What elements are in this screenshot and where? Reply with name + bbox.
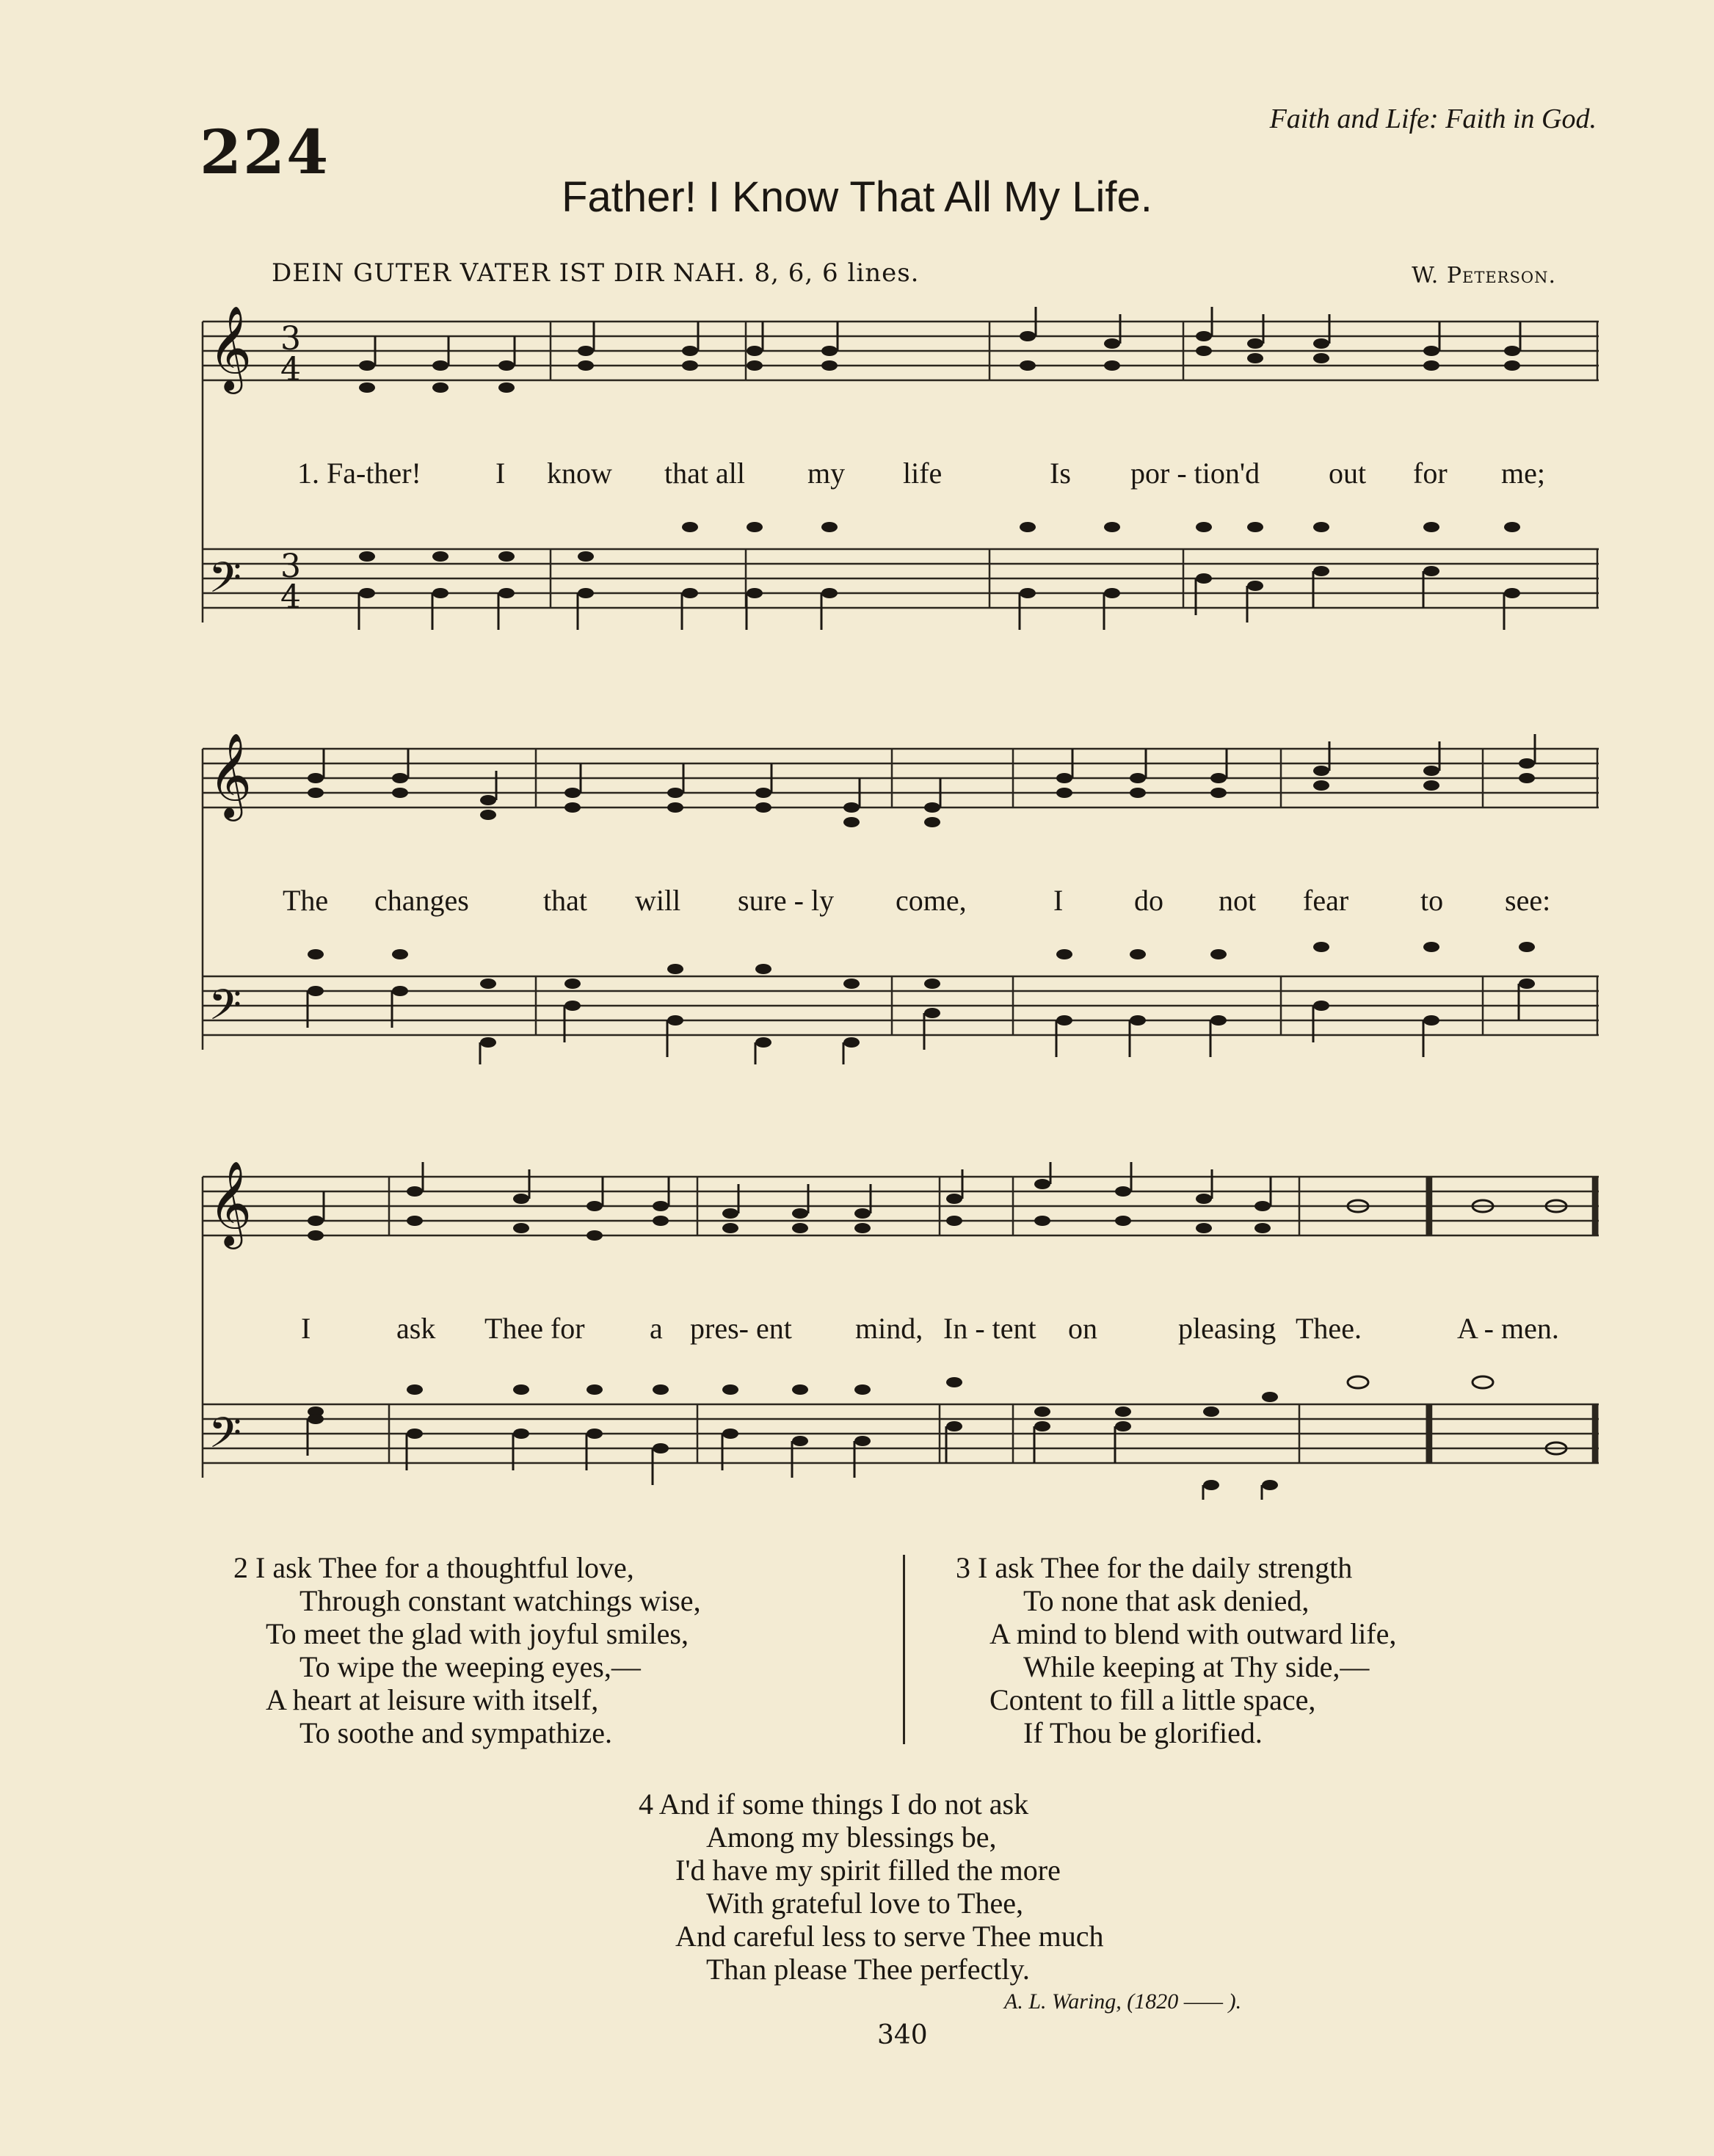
verse-4 (639, 1787, 1104, 1986)
verse-line: To meet the glad with joyful smiles, (266, 1617, 689, 1650)
lyric-syllable: not (1219, 884, 1257, 917)
lyrics-2 (283, 884, 1550, 917)
lyric-syllable: know (547, 457, 612, 490)
lyric-syllable: out (1329, 457, 1367, 490)
lyric-syllable: I (495, 457, 506, 490)
verse-line: A mind to blend with outward life, (989, 1617, 1397, 1650)
lyric-syllable: will (635, 884, 681, 917)
lyric-syllable: do (1134, 884, 1163, 917)
lyric-syllable: for (1413, 457, 1448, 490)
notes-bass-1 (359, 522, 1520, 598)
lyric-syllable: see: (1505, 884, 1551, 917)
lyric-syllable: me; (1501, 457, 1545, 490)
column-divider (903, 1555, 905, 1744)
bass-clef: 𝄢 (208, 553, 242, 613)
lyric-syllable: to (1420, 884, 1444, 917)
time-signature-bass-top: 3 (280, 548, 301, 585)
verse-number: 3 (956, 1551, 970, 1584)
lyric-syllable: Thee. (1296, 1312, 1362, 1345)
verse-2 (233, 1551, 701, 1749)
notes-bass-2 (308, 942, 1535, 1048)
treble-clef: 𝄞 (208, 1162, 253, 1246)
notes-treble-3 (308, 1179, 1566, 1241)
lyric-syllable: life (903, 457, 943, 490)
lyric-syllable: In - tent (943, 1312, 1036, 1345)
lyric-syllable: Is (1050, 457, 1071, 490)
bass-clef: 𝄢 (208, 1408, 242, 1468)
lyric-syllable: my (807, 457, 846, 490)
lyric-syllable: I (301, 1312, 311, 1345)
tune-name: DEIN GUTER VATER IST DIR NAH. 8, 6, 6 lines. (272, 258, 920, 288)
lyric-syllable: ask (396, 1312, 436, 1345)
verse-line: Among my blessings be, (706, 1821, 997, 1854)
verse-number: 4 (639, 1787, 653, 1821)
lyric-syllable: a (650, 1312, 663, 1345)
lyric-syllable: that (543, 884, 587, 917)
verse-number: 2 (233, 1551, 248, 1584)
verse-line: Than please Thee perfectly. (706, 1953, 1030, 1986)
lyric-syllable: pres- ent (690, 1312, 792, 1345)
notes-treble-1 (359, 331, 1520, 393)
lyric-syllable: por - tion'd (1130, 457, 1260, 490)
verse-line: With grateful love to Thee, (706, 1887, 1023, 1920)
lyric-syllable: The (283, 884, 329, 917)
page-number: 340 (877, 2020, 928, 2050)
verse-line: Through constant watchings wise, (299, 1584, 701, 1617)
lyrics-1 (297, 457, 1545, 490)
treble-clef: 𝄞 (208, 307, 253, 391)
verse-3 (956, 1551, 1396, 1749)
music-system-2 (198, 734, 1608, 1072)
hymn-number: 224 (200, 117, 330, 188)
lyric-syllable: that all (664, 457, 745, 490)
verse-line: And careful less to serve Thee much (675, 1920, 1104, 1953)
verse-line: And if some things I do not ask (658, 1787, 1029, 1821)
verse-line: Content to fill a little space, (989, 1683, 1316, 1716)
lyric-syllable: come, (896, 884, 967, 917)
verse-line: To none that ask denied, (1023, 1584, 1310, 1617)
verse-line: While keeping at Thy side,— (1023, 1650, 1370, 1683)
time-signature-treble-bottom: 4 (280, 351, 301, 388)
verse-line: I ask Thee for a thoughtful love, (255, 1551, 634, 1584)
bass-clef: 𝄢 (208, 980, 242, 1040)
verse-line: If Thou be glorified. (1023, 1716, 1263, 1749)
section-heading: Faith and Life: Faith in God. (1269, 104, 1597, 134)
music-system-3 (198, 1162, 1608, 1500)
hymn-title: Father! I Know That All My Life. (562, 173, 1152, 221)
verse-line: A heart at leisure with itself, (266, 1683, 599, 1716)
lyric-syllable: Thee for (484, 1312, 585, 1345)
time-signature-bass-bottom: 4 (280, 578, 301, 616)
music-system-1 (198, 307, 1608, 645)
verse-line: I'd have my spirit filled the more (675, 1854, 1061, 1887)
lyric-syllable: changes (374, 884, 469, 917)
verse-line: To soothe and sympathize. (299, 1716, 612, 1749)
verse-line: To wipe the weeping eyes,— (299, 1650, 641, 1683)
lyric-syllable: pleasing (1178, 1312, 1277, 1345)
treble-clef: 𝄞 (208, 734, 253, 818)
verse-line: I ask Thee for the daily strength (978, 1551, 1353, 1584)
lyric-syllable: I (1053, 884, 1064, 917)
lyric-syllable: fear (1303, 884, 1349, 917)
lyric-syllable: A - men. (1457, 1312, 1559, 1345)
lyric-syllable: 1. Fa-ther! (297, 457, 421, 490)
lyric-syllable: on (1068, 1312, 1097, 1345)
composer: W. Peterson. (1412, 263, 1556, 288)
lyric-syllable: mind, (855, 1312, 923, 1345)
lyric-syllable: sure - ly (738, 884, 835, 917)
lyrics-3 (301, 1312, 1559, 1345)
time-signature-treble-top: 3 (280, 320, 301, 357)
author-attribution: A. L. Waring, (1820 —— ). (1004, 1989, 1242, 2014)
